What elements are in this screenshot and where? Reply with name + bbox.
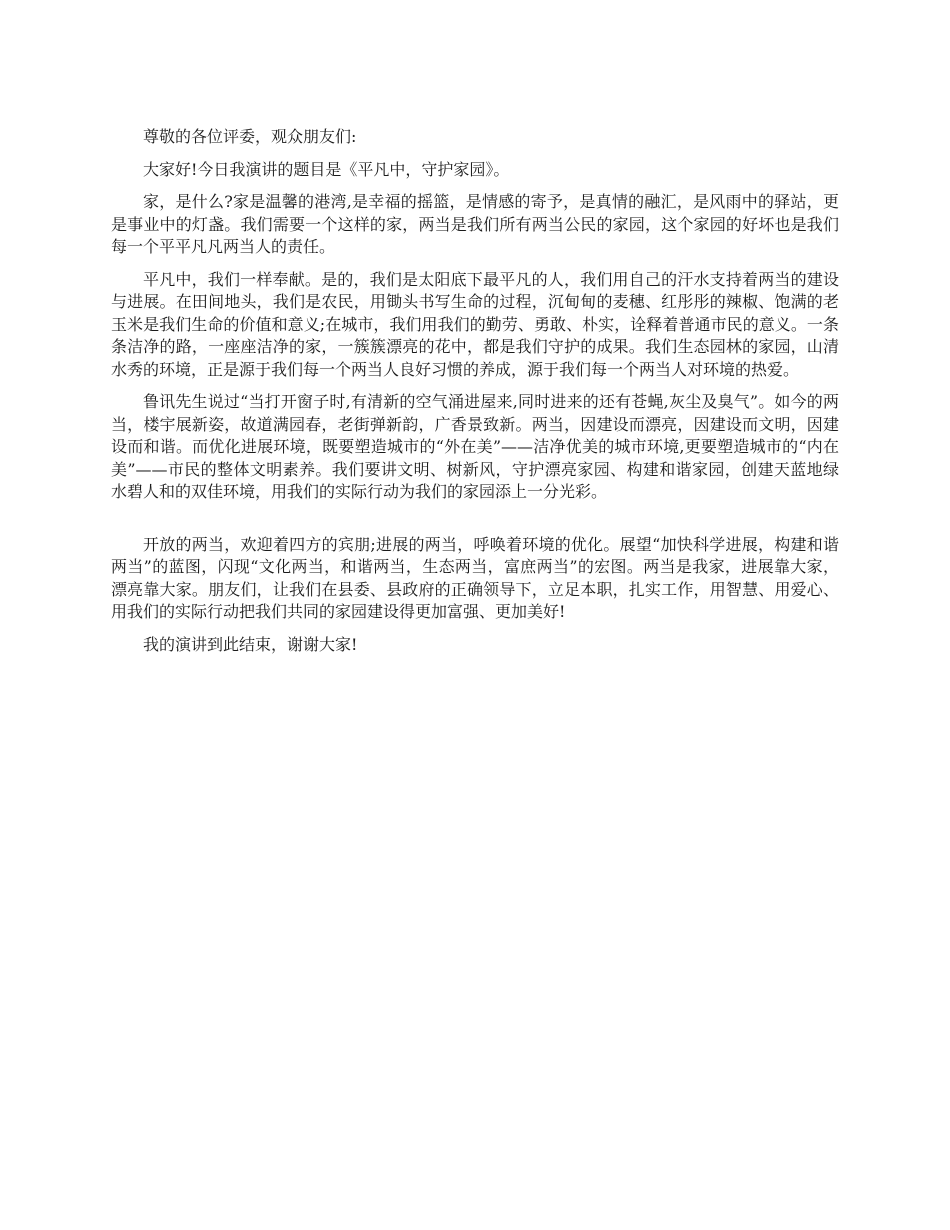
- intro-paragraph: 大家好!今日我演讲的题目是《平凡中，守护家园》。: [143, 159, 510, 179]
- document-page: [111, 126, 839, 666]
- home-paragraph: 家，是什么?家是温馨的港湾,是幸福的摇篮，是情感的寄予，是真情的融汇，是风雨中的驿站，更是事业中的灯盏。我们需要一个这样的家，两当是我们所有两当公民的家园，这个家园的好坏也是我们每一个平平凡凡两当人的责任。: [111, 192, 839, 256]
- closing-paragraph: 我的演讲到此结束，谢谢大家!: [143, 634, 358, 654]
- dedication-paragraph: 平凡中，我们一样奉献。是的，我们是太阳底下最平凡的人，我们用自己的汗水支持着两当的建设与进展。在田间地头，我们是农民，用锄头书写生命的过程，沉甸甸的麦穗、红彤彤的辣椒、饱满的老玉米是我们生命的价值和意义;在城市，我们用我们的勤劳、勇敢、朴实，诠释着普通市民的意义。一条条洁净的路，一座座洁净的家，一簇簇漂亮的花中，都是我们守护的成果。我们生态园林的家园，山清水秀的环境，正是源于我们每一个两当人良好习惯的养成，源于我们每一个两当人对环境的热爱。: [111, 269, 839, 379]
- greeting-paragraph: 尊敬的各位评委，观众朋友们:: [143, 127, 357, 146]
- environment-paragraph: 鲁讯先生说过“当打开窗子时,有清新的空气涌进屋来,同时进来的还有苍蝇,灰尘及臭气”。如今的两当，楼宇展新姿，故道满园春，老街弹新韵，广香景致新。两当，因建设而漂亮，因建设而文明，因建设而和谐。而优化进展环境，既要塑造城市的“外在美”——洁净优美的城市环境,更要塑造城市的“内在美”——市民的整体文明素养。我们要讲文明、树新风，守护漂亮家园、构建和谐家园，创建天蓝地绿水碧人和的双佳环境，用我们的实际行动为我们的家园添上一分光彩。: [111, 392, 839, 501]
- outlook-paragraph: 开放的两当，欢迎着四方的宾朋;进展的两当，呼唤着环境的优化。展望“加快科学进展，构建和谐两当”的蓝图，闪现“文化两当，和谐两当，生态两当，富庶两当”的宏图。两当是我家，进展靠大家，漂亮靠大家。朋友们，让我们在县委、县政府的正确领导下，立足本职，扎实工作，用智慧、用爱心、用我们的实际行动把我们共同的家园建设得更加富强、更加美好!: [111, 534, 839, 621]
